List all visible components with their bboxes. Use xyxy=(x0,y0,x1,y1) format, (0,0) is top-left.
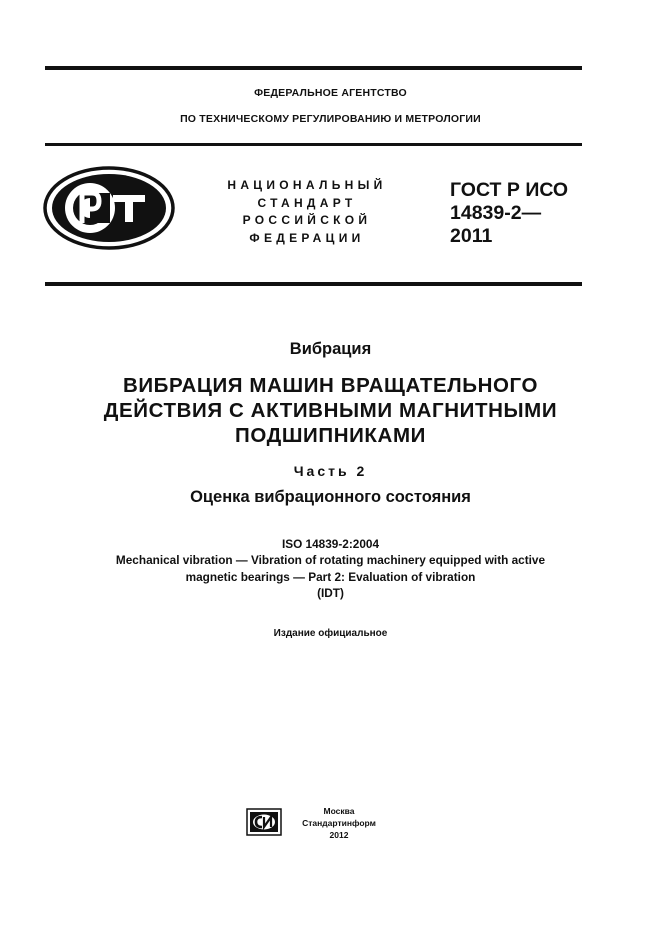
english-title-line: Mechanical vibration — Vibration of rotating machinery equipped with active xyxy=(115,553,546,567)
publisher-name: Стандартинформ xyxy=(302,818,376,828)
header-rule xyxy=(45,143,582,146)
standartinform-logo-icon xyxy=(246,808,282,836)
document-main-title xyxy=(0,373,661,448)
standard-caption xyxy=(212,177,402,247)
main-title-line: ВИБРАЦИЯ МАШИН ВРАЩАТЕЛЬНОГО xyxy=(122,374,539,397)
english-title xyxy=(0,552,661,602)
english-title-line: (IDT) xyxy=(317,586,344,600)
main-title-line: ДЕЙСТВИЯ С АКТИВНЫМИ МАГНИТНЫМИ xyxy=(103,399,558,422)
publisher-block xyxy=(290,805,388,841)
standard-number-line: ГОСТ Р ИСО xyxy=(450,179,569,201)
main-title-line: ПОДШИПНИКАМИ xyxy=(235,424,426,447)
publisher-year: 2012 xyxy=(329,830,349,840)
edition-label: Издание официальное xyxy=(273,628,388,639)
title-rule xyxy=(45,282,582,286)
top-rule xyxy=(45,66,582,70)
caption-line: РОССИЙСКОЙ xyxy=(242,213,372,227)
part-number: Часть 2 xyxy=(293,463,368,479)
standard-number-line: 14839-2— xyxy=(450,202,542,224)
agency-line-1: ФЕДЕРАЛЬНОЕ АГЕНТСТВО xyxy=(254,87,407,99)
agency-line-2: ПО ТЕХНИЧЕСКОМУ РЕГУЛИРОВАНИЮ И МЕТРОЛОГИИ xyxy=(180,113,481,125)
english-title-line: magnetic bearings — Part 2: Evaluation of vibration xyxy=(185,569,476,584)
caption-line: СТАНДАРТ xyxy=(257,195,357,210)
standard-number-line: 2011 xyxy=(450,225,493,247)
publisher-city: Москва xyxy=(323,806,355,816)
standard-number xyxy=(450,179,568,248)
part-subtitle: Оценка вибрационного состояния xyxy=(190,488,471,506)
gost-rst-logo-icon xyxy=(42,165,176,251)
caption-line: ФЕДЕРАЦИИ xyxy=(249,230,365,245)
document-group-title: Вибрация xyxy=(289,340,372,358)
iso-reference: ISO 14839-2:2004 xyxy=(281,537,380,551)
caption-line: НАЦИОНАЛЬНЫЙ xyxy=(227,178,387,192)
